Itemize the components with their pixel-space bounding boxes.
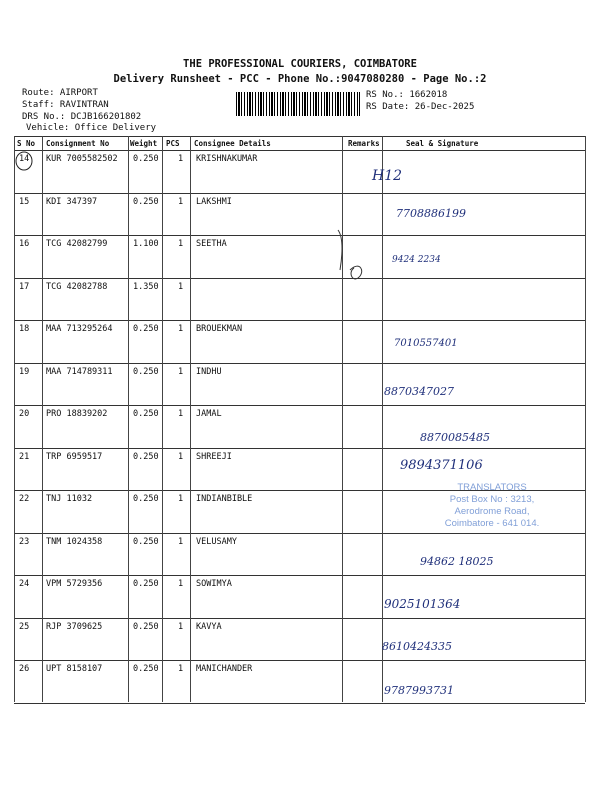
stamp-line: Coimbatore - 641 014. [444, 518, 540, 529]
row-consignee: KRISHNAKUMAR [196, 154, 258, 164]
col-header-consignment: Consignment No [46, 139, 110, 148]
row-sno: 14 [19, 154, 30, 164]
stamp-line: TRANSLATORS [457, 482, 527, 493]
barcode-image [236, 92, 360, 116]
row-consignment-no: TNJ 11032 [46, 494, 93, 504]
row-pcs: 1 [178, 494, 184, 504]
row-consignment-no: UPT 8158107 [46, 664, 103, 674]
table-column-divider [342, 136, 343, 702]
row-pcs: 1 [178, 154, 184, 164]
row-weight: 0.250 [133, 409, 159, 419]
table-column-divider [128, 136, 129, 702]
row-pcs: 1 [178, 451, 184, 462]
row-weight: 0.250 [133, 451, 159, 462]
row-sno: 15 [19, 196, 30, 207]
row-signature: 8610424335 [382, 639, 452, 653]
col-header-weight: Weight [130, 139, 158, 148]
row-sno: 19 [19, 366, 30, 377]
rs-number: RS No.: 1662018 [366, 90, 448, 100]
row-sno: 25 [19, 621, 30, 632]
row-pcs: 1 [178, 579, 184, 589]
table-row-divider [14, 618, 585, 619]
row-signature: 8870085485 [420, 431, 490, 444]
row-consignee: VELUSAMY [196, 536, 237, 547]
company-stamp [402, 482, 582, 530]
col-header-sno: S No [17, 139, 36, 148]
staff-label: Staff: RAVINTRAN [22, 100, 109, 110]
row-signature: 8870347027 [384, 384, 454, 398]
row-signature: 7708886199 [396, 206, 466, 220]
row-sno: 17 [19, 281, 30, 292]
table-row-divider [14, 235, 585, 236]
row-weight: 0.250 [133, 494, 159, 504]
table-row-divider [14, 363, 585, 364]
table-column-divider [162, 136, 163, 702]
row-consignee: KAVYA [196, 621, 222, 632]
runsheet-subtitle: Delivery Runsheet - PCC - Phone No.:9047080280 - Page No.:2 [113, 73, 487, 85]
row-consignee: INDHU [196, 366, 222, 377]
stamp-line: Post Box No : 3213, [449, 494, 535, 505]
table-row-divider [14, 193, 585, 194]
row-sno: 21 [19, 451, 30, 462]
route-label: Route: AIRPORT [22, 88, 98, 98]
row-weight: 0.250 [133, 324, 159, 334]
row-consignment-no: PRO 18839202 [46, 409, 108, 419]
table-column-divider [585, 136, 586, 702]
row-consignee: LAKSHMI [196, 196, 232, 207]
row-consignment-no: MAA 714789311 [46, 366, 113, 377]
row-consignee: SOWIMYA [196, 579, 232, 589]
row-consignment-no: RJP 3709625 [46, 621, 103, 632]
row-sno: 20 [19, 409, 30, 419]
row-consignee: BROUEKMAN [196, 324, 243, 334]
row-signature: H12 [372, 168, 403, 184]
row-weight: 0.250 [133, 196, 159, 207]
row-signature: 9424 2234 [392, 255, 441, 265]
col-header-pcs: PCS [166, 139, 180, 148]
drs-label: DRS No.: DCJB166201802 [22, 112, 142, 122]
row-signature: 9025101364 [384, 597, 461, 611]
row-consignment-no: TNM 1024358 [46, 536, 103, 547]
row-consignee: SHREEJI [196, 451, 232, 462]
row-sno: 22 [19, 494, 30, 504]
row-consignment-no: KUR 7005582502 [46, 154, 118, 164]
row-pcs: 1 [178, 366, 184, 377]
row-pcs: 1 [178, 536, 184, 547]
row-sno: 23 [19, 536, 30, 547]
circle-mark-icon [14, 149, 36, 173]
row-sno: 26 [19, 664, 30, 674]
row-consignee: INDIANBIBLE [196, 494, 253, 504]
remark-scribble-icon [330, 228, 370, 288]
row-consignment-no: MAA 713295264 [46, 324, 113, 334]
row-weight: 0.250 [133, 154, 159, 164]
row-consignee: SEETHA [196, 239, 227, 249]
table-row-divider [14, 575, 585, 576]
row-pcs: 1 [178, 281, 184, 292]
row-consignment-no: TRP 6959517 [46, 451, 103, 462]
row-pcs: 1 [178, 196, 184, 207]
col-header-remarks: Remarks [348, 139, 380, 148]
row-sno: 24 [19, 579, 30, 589]
row-pcs: 1 [178, 324, 184, 334]
row-signature: 9894371106 [400, 457, 483, 473]
row-weight: 1.350 [133, 281, 159, 292]
table-column-divider [14, 136, 15, 702]
row-pcs: 1 [178, 409, 184, 419]
table-column-divider [190, 136, 191, 702]
row-consignee: MANICHANDER [196, 664, 253, 674]
row-weight: 0.250 [133, 536, 159, 547]
table-row-divider [14, 703, 585, 704]
col-header-signature: Seal & Signature [406, 139, 479, 148]
row-weight: 0.250 [133, 664, 159, 674]
rs-date: RS Date: 26-Dec-2025 [366, 102, 475, 112]
row-consignee: JAMAL [196, 409, 222, 419]
row-weight: 0.250 [133, 366, 159, 377]
table-row-divider [14, 660, 585, 661]
row-pcs: 1 [178, 621, 184, 632]
row-pcs: 1 [178, 239, 184, 249]
row-consignment-no: TCG 42082788 [46, 281, 108, 292]
company-title: THE PROFESSIONAL COURIERS, COIMBATORE [183, 58, 417, 70]
table-column-divider [42, 136, 43, 702]
vehicle-label: Vehicle: Office Delivery [26, 123, 157, 133]
row-consignment-no: VPM 5729356 [46, 579, 103, 589]
row-sno: 18 [19, 324, 30, 334]
row-weight: 1.100 [133, 239, 159, 249]
row-weight: 0.250 [133, 621, 159, 632]
table-row-divider [14, 136, 585, 137]
row-signature: 9787993731 [384, 684, 454, 697]
row-weight: 0.250 [133, 579, 159, 589]
row-pcs: 1 [178, 664, 184, 674]
table-row-divider [14, 533, 585, 534]
row-consignment-no: TCG 42082799 [46, 239, 108, 249]
row-signature: 7010557401 [394, 338, 458, 349]
table-row-divider [14, 448, 585, 449]
table-column-divider [382, 136, 383, 702]
row-consignment-no: KDI 347397 [46, 196, 98, 207]
stamp-line: Aerodrome Road, [454, 506, 530, 517]
table-row-divider [14, 320, 585, 321]
col-header-consignee: Consignee Details [194, 139, 271, 148]
row-signature: 94862 18025 [420, 554, 494, 568]
table-row-divider [14, 278, 585, 279]
table-row-divider [14, 150, 585, 151]
row-sno: 16 [19, 239, 30, 249]
table-row-divider [14, 405, 585, 406]
